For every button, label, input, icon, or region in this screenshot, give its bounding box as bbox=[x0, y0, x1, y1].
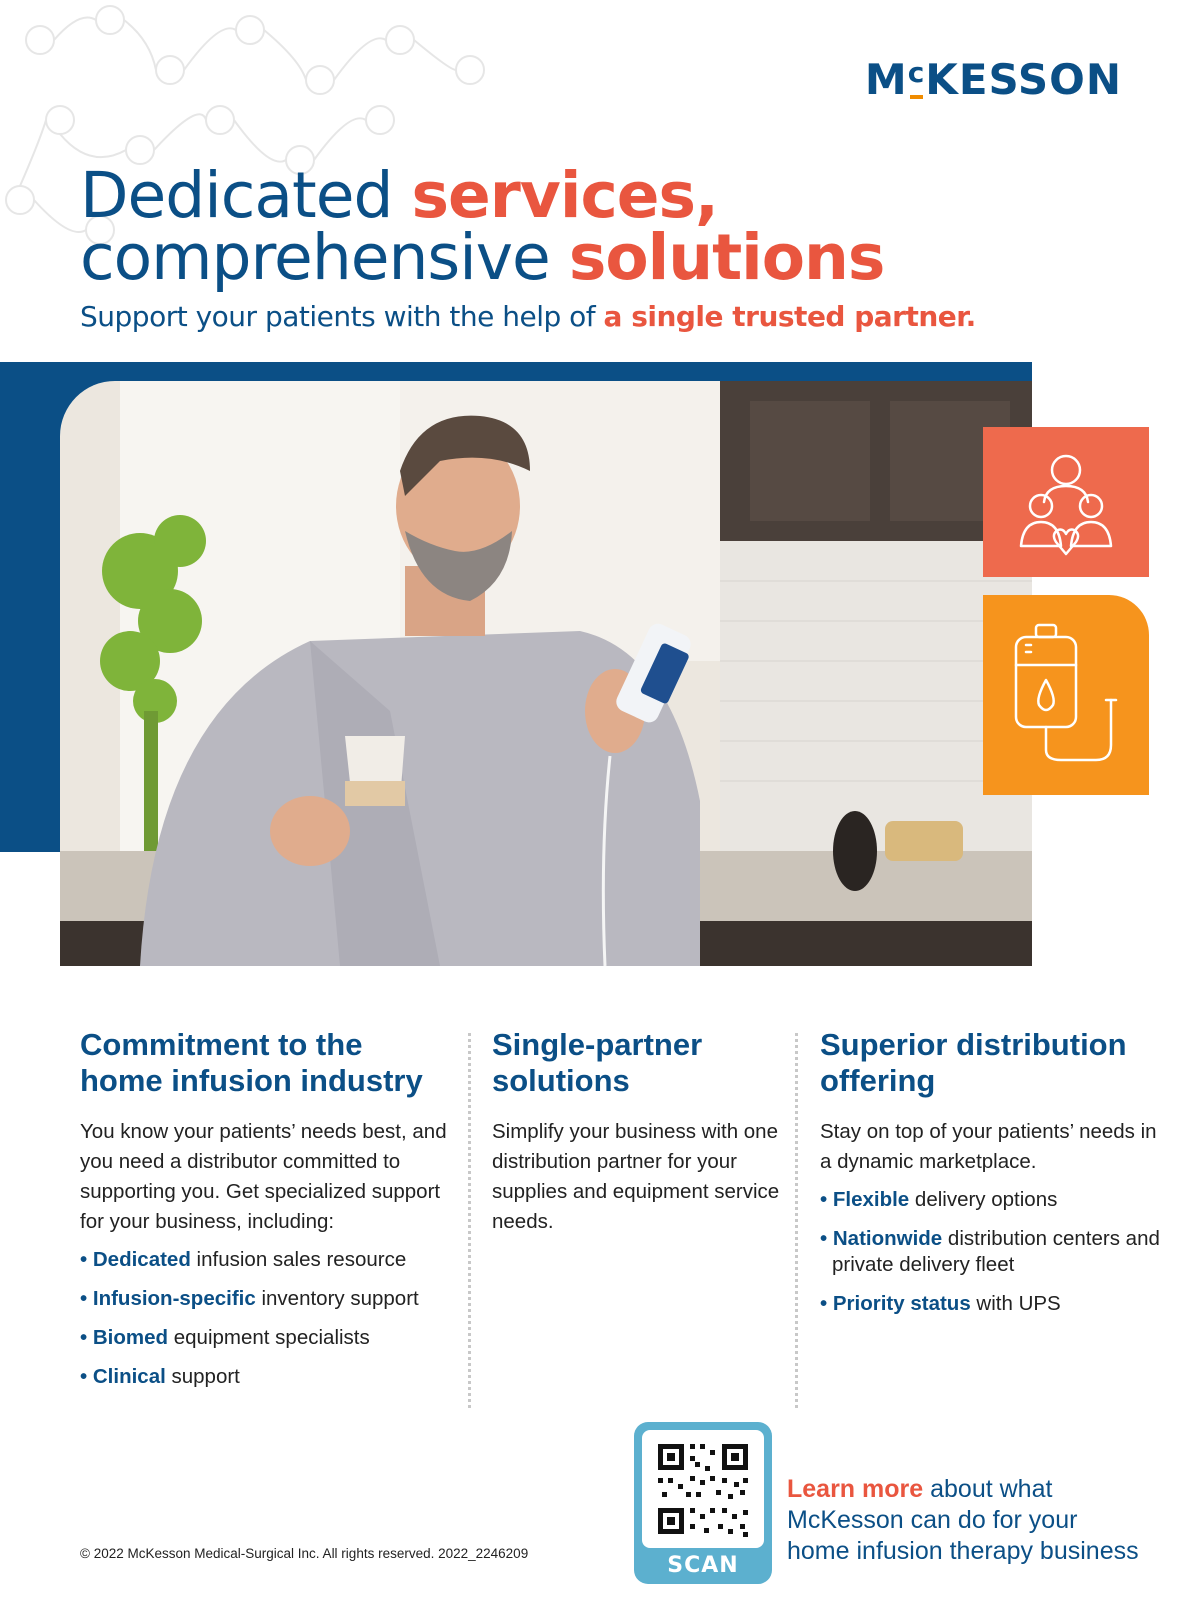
list-item: • Dedicated infusion sales resource bbox=[80, 1248, 407, 1271]
copyright-text: © 2022 McKesson Medical-Surgical Inc. All rights reserved. 2022_2246209 bbox=[80, 1546, 529, 1561]
column-body: Stay on top of your patients’ needs in a dynamic marketplace. bbox=[820, 1120, 1157, 1173]
qr-code-badge[interactable] bbox=[634, 1422, 772, 1584]
hero-photo bbox=[60, 381, 1032, 966]
column-divider bbox=[795, 1033, 798, 1408]
page-subtitle: Support your patients with the help of a single trusted partner. bbox=[80, 300, 976, 333]
learn-more-cta[interactable]: Learn more about what McKesson can do for your home infusion therapy business bbox=[787, 1475, 1139, 1565]
feature-list bbox=[820, 1187, 1160, 1317]
feature-list bbox=[80, 1247, 450, 1390]
column-heading: Superior distribution offering bbox=[820, 1027, 1127, 1098]
qr-code-icon bbox=[642, 1430, 764, 1548]
list-item: • Infusion-specific inventory support bbox=[80, 1287, 419, 1310]
qr-code[interactable] bbox=[642, 1430, 764, 1548]
page-title: Dedicated services, comprehensive solutions bbox=[80, 159, 885, 294]
feature-column-distribution bbox=[820, 1027, 1160, 1330]
family-care-tile bbox=[983, 427, 1149, 577]
list-item: • Clinical support bbox=[80, 1365, 240, 1388]
feature-column-single-partner bbox=[492, 1027, 792, 1247]
list-item: • Biomed equipment specialists bbox=[80, 1326, 370, 1349]
list-item: • Nationwide distribution centers and private delivery fleet bbox=[820, 1227, 1160, 1276]
column-heading: Commitment to the home infusion industry bbox=[80, 1027, 423, 1098]
column-divider bbox=[468, 1033, 471, 1408]
list-item: • Flexible delivery options bbox=[820, 1188, 1058, 1211]
column-heading: Single-partner solutions bbox=[492, 1027, 703, 1098]
column-body: You know your patients’ needs best, and you need a distributor committed to supporting you. Get specialized support for your business, including: bbox=[80, 1120, 447, 1233]
iv-bag-icon bbox=[1001, 620, 1131, 770]
iv-bag-tile bbox=[983, 595, 1149, 795]
family-care-icon bbox=[1006, 442, 1126, 562]
feature-column-commitment bbox=[80, 1027, 450, 1403]
list-item: • Priority status with UPS bbox=[820, 1292, 1061, 1315]
column-body: Simplify your business with one distribution partner for your supplies and equipment service needs. bbox=[492, 1120, 780, 1233]
mckesson-logo: $M^cKESSON$ bbox=[864, 55, 1122, 104]
qr-scan-label: SCAN bbox=[667, 1553, 739, 1578]
